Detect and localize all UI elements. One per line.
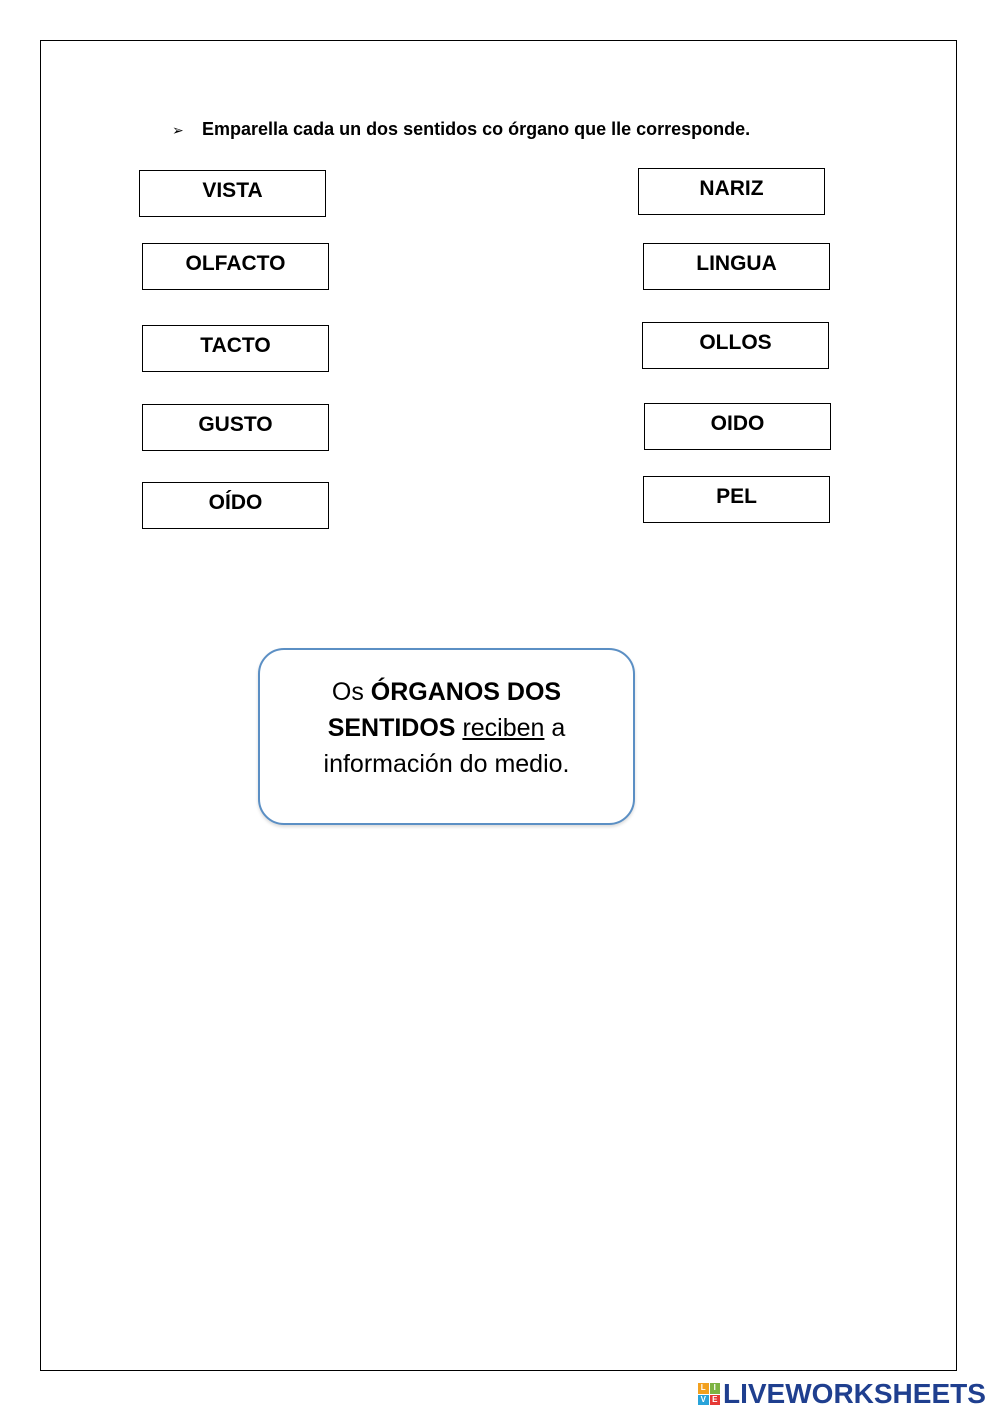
info-text-underlined: reciben xyxy=(462,714,545,742)
logo-cell-l: L xyxy=(698,1383,709,1394)
logo-cell-v: V xyxy=(698,1395,709,1406)
sense-box-vista[interactable]: VISTA xyxy=(139,170,326,217)
liveworksheets-logo-icon xyxy=(698,1383,720,1405)
info-box xyxy=(258,648,635,825)
instruction-text: Emparella cada un dos sentidos co órgano que lle corresponde. xyxy=(202,119,751,139)
logo-cell-e: E xyxy=(710,1395,721,1406)
liveworksheets-brand xyxy=(698,1378,986,1410)
organ-box-oido[interactable]: OIDO xyxy=(644,403,831,450)
sense-box-tacto[interactable]: TACTO xyxy=(142,325,329,372)
info-text-intro: Os xyxy=(331,678,371,706)
organ-box-pel[interactable]: PEL xyxy=(643,476,830,523)
organ-box-nariz[interactable]: NARIZ xyxy=(638,168,825,215)
sense-box-olfacto[interactable]: OLFACTO xyxy=(142,243,329,290)
arrow-bullet-icon: ➢ xyxy=(172,122,184,138)
sense-box-gusto[interactable]: GUSTO xyxy=(142,404,329,451)
info-text-end: a información do medio. xyxy=(323,714,570,778)
sense-box-oido[interactable]: OÍDO xyxy=(142,482,329,529)
brand-text: LIVEWORKSHEETS xyxy=(723,1378,986,1409)
logo-cell-i: I xyxy=(710,1383,721,1394)
organ-box-ollos[interactable]: OLLOS xyxy=(642,322,829,369)
instruction xyxy=(172,119,750,140)
organ-box-lingua[interactable]: LINGUA xyxy=(643,243,830,290)
info-text-bold: ÓRGANOS DOS SENTIDOS xyxy=(327,678,562,742)
